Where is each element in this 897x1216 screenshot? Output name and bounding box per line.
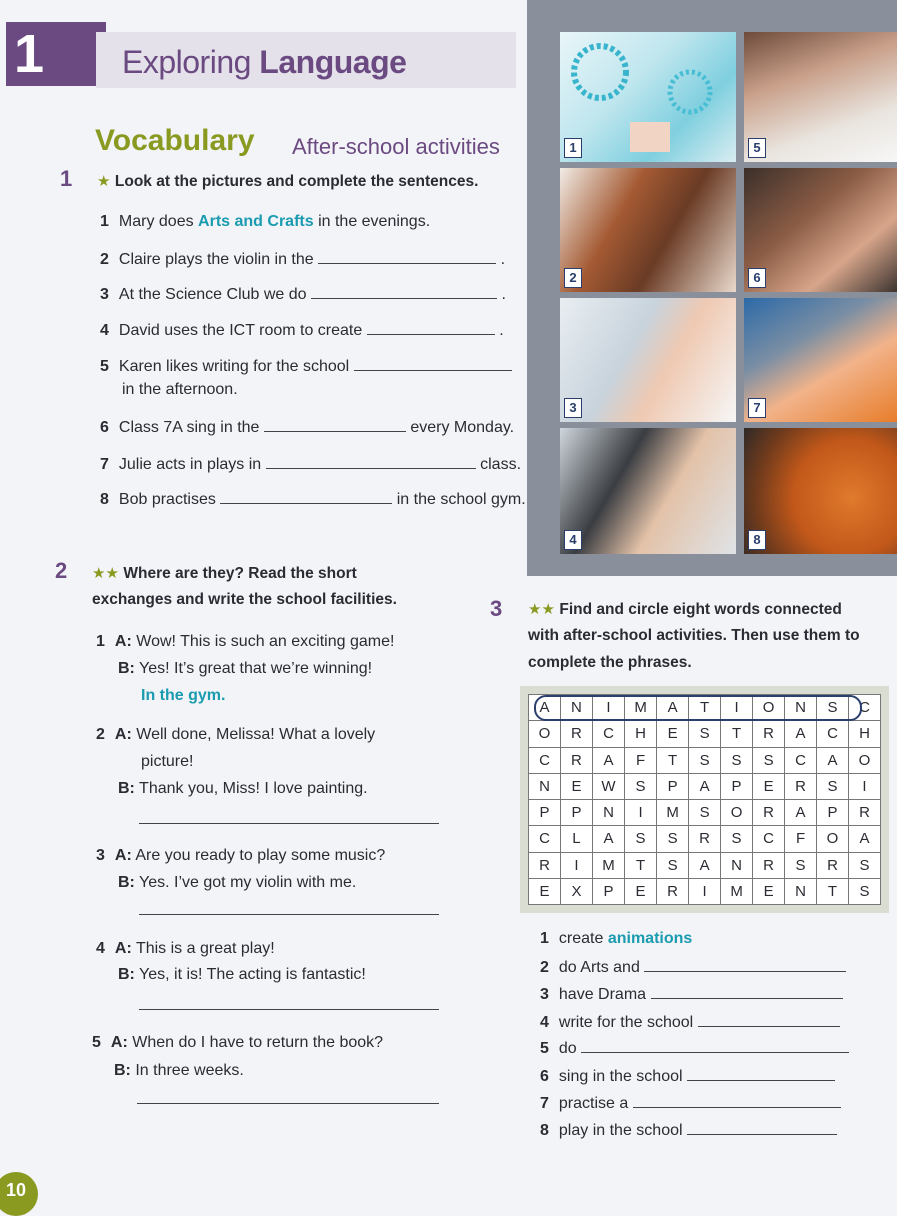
grid-row <box>529 747 881 773</box>
snowflake-craft-icon <box>560 32 736 162</box>
answer-blank[interactable] <box>687 1066 835 1081</box>
section-subtitle: After-school activities <box>292 134 500 159</box>
ex1-item-8 <box>100 489 526 509</box>
item-text: Karen likes writing for the school <box>118 358 350 375</box>
exercise-3-instruction-line3: complete the phrases. <box>528 654 692 671</box>
phrase-8 <box>540 1120 837 1140</box>
dialogue-b: In three weeks. <box>135 1062 244 1079</box>
item-text-end: class. <box>480 456 522 473</box>
phrase-5 <box>540 1038 849 1058</box>
answer-blank[interactable] <box>354 356 512 371</box>
exercise-1-number: 1 <box>60 166 73 191</box>
exercise-3-instruction-line1: Find and circle eight words connected <box>559 601 842 618</box>
grid-letter[interactable]: R <box>689 826 721 852</box>
photo-ict <box>560 428 736 554</box>
photo-panel <box>527 0 897 576</box>
item-number: 1 <box>96 633 105 650</box>
photo-choir <box>744 168 897 292</box>
grid-letter[interactable]: I <box>560 852 592 878</box>
ex2-item-3-b <box>118 874 356 892</box>
grid-letter[interactable]: S <box>721 826 753 852</box>
grid-letter[interactable]: A <box>785 721 817 747</box>
grid-letter[interactable]: O <box>848 747 880 773</box>
answer-blank[interactable] <box>644 957 846 972</box>
grid-letter[interactable]: P <box>721 773 753 799</box>
grid-letter[interactable]: S <box>817 773 849 799</box>
chapter-title <box>122 44 406 81</box>
grid-letter[interactable]: O <box>721 800 753 826</box>
item-text-end: . <box>500 251 506 268</box>
item-text: David uses the ICT room to create <box>118 322 363 339</box>
item-text: Mary does <box>118 213 199 230</box>
answer-blank[interactable] <box>633 1093 841 1108</box>
grid-letter[interactable]: I <box>689 878 721 904</box>
item-text: Julie acts in plays in <box>118 456 262 473</box>
grid-letter[interactable]: A <box>529 695 561 721</box>
phrase-6 <box>540 1066 835 1086</box>
dialogue-a: Wow! This is such an exciting game! <box>136 633 395 650</box>
grid-letter[interactable]: C <box>848 695 880 721</box>
grid-letter[interactable]: R <box>753 800 785 826</box>
photo-drama <box>744 298 897 422</box>
exercise-1-instruction: Look at the pictures and complete the sentences. <box>114 173 479 190</box>
grid-letter[interactable]: W <box>592 773 624 799</box>
ex2-item-2-b <box>118 780 368 798</box>
answer-blank[interactable] <box>581 1038 849 1053</box>
grid-letter[interactable]: I <box>721 695 753 721</box>
item-number: 4 <box>540 1014 549 1031</box>
speaker-a: A: <box>114 633 132 650</box>
phrase-text: play in the school <box>558 1122 683 1139</box>
item-text-end: . <box>501 286 506 303</box>
ex1-item-6 <box>100 417 514 437</box>
item-number: 1 <box>100 213 109 230</box>
item-number: 7 <box>540 1095 549 1112</box>
item-answer: Arts and Crafts <box>198 213 314 230</box>
ex1-item-2 <box>100 249 505 269</box>
grid-letter[interactable]: A <box>689 852 721 878</box>
item-number: 4 <box>96 940 105 957</box>
grid-letter[interactable]: R <box>560 747 592 773</box>
ex2-item-2-a <box>96 726 375 744</box>
dialogue-b: Yes! It’s great that we’re winning! <box>139 660 373 677</box>
grid-letter[interactable]: P <box>592 878 624 904</box>
grid-letter[interactable]: S <box>657 852 689 878</box>
grid-letter[interactable]: A <box>592 747 624 773</box>
ex2-item-2-answer-line[interactable] <box>139 822 439 824</box>
grid-row <box>529 721 881 747</box>
grid-letter[interactable]: N <box>785 695 817 721</box>
ex1-item-3 <box>100 284 506 304</box>
grid-letter[interactable]: M <box>625 695 657 721</box>
grid-letter[interactable]: S <box>689 800 721 826</box>
grid-letter[interactable]: T <box>657 747 689 773</box>
chapter-title-prefix: Exploring <box>122 44 251 80</box>
phrase-text: write for the school <box>558 1014 694 1031</box>
item-number: 4 <box>100 322 109 339</box>
answer-blank[interactable] <box>698 1012 840 1027</box>
grid-letter[interactable]: H <box>848 721 880 747</box>
ex1-item-1 <box>100 213 430 231</box>
grid-letter[interactable]: O <box>817 826 849 852</box>
grid-letter[interactable]: I <box>592 695 624 721</box>
item-text: Bob practises <box>118 491 216 508</box>
ex1-item-5-line2: in the afternoon. <box>122 381 238 398</box>
ex2-item-3-a <box>96 847 385 865</box>
dialogue-a: Well done, Melissa! What a lovely <box>136 726 376 743</box>
item-text: Claire plays the violin in the <box>118 251 314 268</box>
grid-letter[interactable]: N <box>560 695 592 721</box>
stars-icon: ★★ <box>528 601 555 618</box>
grid-letter[interactable]: A <box>848 826 880 852</box>
grid-letter[interactable]: F <box>625 747 657 773</box>
grid-letter[interactable]: C <box>529 747 561 773</box>
grid-letter[interactable]: S <box>848 852 880 878</box>
grid-letter[interactable]: T <box>625 852 657 878</box>
exercise-3-instruction-line2: with after-school activities. Then use them to <box>528 627 860 644</box>
grid-row <box>529 878 881 904</box>
grid-letter[interactable]: A <box>785 800 817 826</box>
ex2-item-3-answer-line[interactable] <box>139 913 439 915</box>
grid-letter[interactable]: S <box>625 826 657 852</box>
item-number: 8 <box>540 1122 549 1139</box>
photo-tag: 8 <box>748 530 766 550</box>
item-number: 5 <box>100 358 109 375</box>
photo-tag: 5 <box>748 138 766 158</box>
phrase-2 <box>540 957 846 977</box>
star-icon: ★ <box>97 173 111 190</box>
phrase-7 <box>540 1093 841 1113</box>
grid-letter[interactable]: C <box>753 826 785 852</box>
answer-blank[interactable] <box>264 417 406 432</box>
item-text: Class 7A sing in the <box>118 419 260 436</box>
photo-science <box>560 298 736 422</box>
ex1-item-4 <box>100 320 504 340</box>
item-text-end: . <box>499 322 504 339</box>
grid-letter[interactable]: R <box>817 852 849 878</box>
answer-blank[interactable] <box>651 984 843 999</box>
grid-letter[interactable]: S <box>785 852 817 878</box>
dialogue-b: Yes. I’ve got my violin with me. <box>139 874 357 891</box>
exercise-2-number: 2 <box>55 558 68 583</box>
grid-letter[interactable]: N <box>785 878 817 904</box>
speaker-a: A: <box>110 1034 128 1051</box>
speaker-b: B: <box>118 966 135 983</box>
answer-blank[interactable] <box>266 454 476 469</box>
photo-basketball <box>744 428 897 554</box>
grid-letter[interactable]: L <box>560 826 592 852</box>
grid-letter[interactable]: R <box>785 773 817 799</box>
grid-letter[interactable]: T <box>689 695 721 721</box>
phrase-text: have Drama <box>558 986 647 1003</box>
exercise-2-instruction-line2: exchanges and write the school facilities. <box>92 591 397 608</box>
phrase-4 <box>540 1012 840 1032</box>
photo-tag: 1 <box>564 138 582 158</box>
grid-letter[interactable]: P <box>817 800 849 826</box>
photo-crafts <box>560 32 736 162</box>
page-number: 10 <box>0 1172 38 1216</box>
answer-blank[interactable] <box>311 284 497 299</box>
circled-word-animations <box>534 695 862 721</box>
dialogue-b: Yes, it is! The acting is fantastic! <box>139 966 366 983</box>
grid-letter[interactable]: R <box>753 721 785 747</box>
item-number: 5 <box>92 1034 101 1051</box>
ex2-item-4-b <box>118 966 366 984</box>
exercise-1-instruction-row <box>97 172 478 191</box>
ex2-item-1-answer: In the gym. <box>141 687 226 704</box>
grid-letter[interactable]: F <box>785 826 817 852</box>
grid-letter[interactable]: T <box>721 721 753 747</box>
grid-letter[interactable]: E <box>753 773 785 799</box>
grid-letter[interactable]: M <box>592 852 624 878</box>
grid-letter[interactable]: S <box>657 826 689 852</box>
item-text-end: in the evenings. <box>313 213 431 230</box>
ex2-item-5-b <box>114 1062 244 1080</box>
grid-row <box>529 773 881 799</box>
stars-icon: ★★ <box>92 565 119 582</box>
grid-letter[interactable]: R <box>529 852 561 878</box>
item-number: 5 <box>540 1040 549 1057</box>
ex1-item-7 <box>100 454 521 474</box>
grid-letter[interactable]: I <box>848 773 880 799</box>
ex2-item-5-a <box>92 1034 383 1052</box>
grid-letter[interactable]: A <box>689 773 721 799</box>
photo-writing <box>744 32 897 162</box>
item-number: 6 <box>540 1068 549 1085</box>
item-number: 3 <box>96 847 105 864</box>
photo-tag: 6 <box>748 268 766 288</box>
section-title: Vocabulary <box>95 124 255 157</box>
ex2-item-4-a <box>96 940 275 958</box>
grid-letter[interactable]: A <box>817 747 849 773</box>
grid-letter[interactable]: S <box>721 747 753 773</box>
grid-letter[interactable]: H <box>625 721 657 747</box>
grid-letter[interactable]: O <box>529 721 561 747</box>
grid-letter[interactable]: S <box>689 747 721 773</box>
answer-blank[interactable] <box>220 489 392 504</box>
phrase-text: do Arts and <box>558 959 640 976</box>
exercise-3-instruction-row <box>528 600 842 619</box>
speaker-a: A: <box>114 726 132 743</box>
grid-letter[interactable]: A <box>657 695 689 721</box>
grid-letter[interactable]: C <box>529 826 561 852</box>
dialogue-b: Thank you, Miss! I love painting. <box>139 780 368 797</box>
grid-letter[interactable]: X <box>560 878 592 904</box>
grid-letter[interactable]: P <box>529 800 561 826</box>
grid-letter[interactable]: T <box>817 878 849 904</box>
grid-letter[interactable]: C <box>785 747 817 773</box>
item-number: 2 <box>100 251 109 268</box>
grid-letter[interactable]: C <box>592 721 624 747</box>
item-number: 6 <box>100 419 109 436</box>
photo-tag: 2 <box>564 268 582 288</box>
exercise-3-number: 3 <box>490 596 503 621</box>
grid-letter[interactable]: I <box>625 800 657 826</box>
ex2-item-2-a-line2: picture! <box>141 753 194 770</box>
speaker-b: B: <box>118 874 135 891</box>
answer-blank[interactable] <box>687 1120 837 1135</box>
item-number: 3 <box>100 286 109 303</box>
speaker-b: B: <box>118 660 135 677</box>
item-number: 8 <box>100 491 109 508</box>
item-text-end: in the school gym. <box>396 491 526 508</box>
answer-blank[interactable] <box>367 320 495 335</box>
phrase-1 <box>540 930 692 948</box>
grid-letter[interactable]: S <box>817 695 849 721</box>
phrase-answer: animations <box>607 930 693 947</box>
grid-letter[interactable]: S <box>689 721 721 747</box>
photo-orchestra <box>560 168 736 292</box>
ex1-item-5 <box>100 356 512 376</box>
photo-tag: 3 <box>564 398 582 418</box>
ex2-item-4-answer-line[interactable] <box>139 1008 439 1010</box>
phrase-text: practise a <box>558 1095 629 1112</box>
grid-letter[interactable]: E <box>657 721 689 747</box>
grid-letter[interactable]: N <box>721 852 753 878</box>
grid-letter[interactable]: M <box>657 800 689 826</box>
answer-blank[interactable] <box>318 249 496 264</box>
word-search-table <box>528 694 881 905</box>
chapter-title-main: Language <box>259 44 407 80</box>
item-number: 1 <box>540 930 549 947</box>
item-number: 3 <box>540 986 549 1003</box>
unit-number: 1 <box>14 24 45 84</box>
grid-letter[interactable]: P <box>560 800 592 826</box>
grid-letter[interactable]: N <box>592 800 624 826</box>
dialogue-a: This is a great play! <box>135 940 275 957</box>
grid-row <box>529 800 881 826</box>
grid-letter[interactable]: C <box>817 721 849 747</box>
exercise-2-instruction-row <box>92 564 357 583</box>
grid-letter[interactable]: R <box>848 800 880 826</box>
item-text-end: every Monday. <box>410 419 515 436</box>
item-number: 2 <box>540 959 549 976</box>
speaker-b: B: <box>114 1062 131 1079</box>
photo-tag: 4 <box>564 530 582 550</box>
grid-letter[interactable]: S <box>625 773 657 799</box>
ex2-item-5-answer-line[interactable] <box>137 1102 439 1104</box>
grid-letter[interactable]: E <box>529 878 561 904</box>
grid-row <box>529 852 881 878</box>
grid-letter[interactable]: S <box>753 747 785 773</box>
grid-letter[interactable]: N <box>529 773 561 799</box>
grid-letter[interactable]: M <box>721 878 753 904</box>
grid-letter[interactable]: R <box>657 878 689 904</box>
grid-letter[interactable]: O <box>753 695 785 721</box>
ex2-item-1-a <box>96 633 394 651</box>
photo-tag: 7 <box>748 398 766 418</box>
speaker-a: A: <box>114 847 132 864</box>
item-number: 2 <box>96 726 105 743</box>
ex2-item-1-b <box>118 660 372 678</box>
item-number: 7 <box>100 456 109 473</box>
grid-letter[interactable]: E <box>625 878 657 904</box>
phrase-text: do <box>558 1040 577 1057</box>
grid-letter[interactable]: E <box>753 878 785 904</box>
grid-row <box>529 826 881 852</box>
grid-letter[interactable]: A <box>592 826 624 852</box>
exercise-2-instruction-line1: Where are they? Read the short <box>123 565 357 582</box>
grid-letter[interactable]: P <box>657 773 689 799</box>
grid-letter[interactable]: E <box>560 773 592 799</box>
speaker-b: B: <box>118 780 135 797</box>
grid-letter[interactable]: S <box>848 878 880 904</box>
item-text: At the Science Club we do <box>118 286 307 303</box>
dialogue-a: Are you ready to play some music? <box>135 847 386 864</box>
phrase-3 <box>540 984 843 1004</box>
phrase-text: sing in the school <box>558 1068 683 1085</box>
speaker-a: A: <box>114 940 132 957</box>
dialogue-a: When do I have to return the book? <box>132 1034 384 1051</box>
phrase-text: create <box>558 930 608 947</box>
grid-letter[interactable]: R <box>560 721 592 747</box>
grid-letter[interactable]: R <box>753 852 785 878</box>
